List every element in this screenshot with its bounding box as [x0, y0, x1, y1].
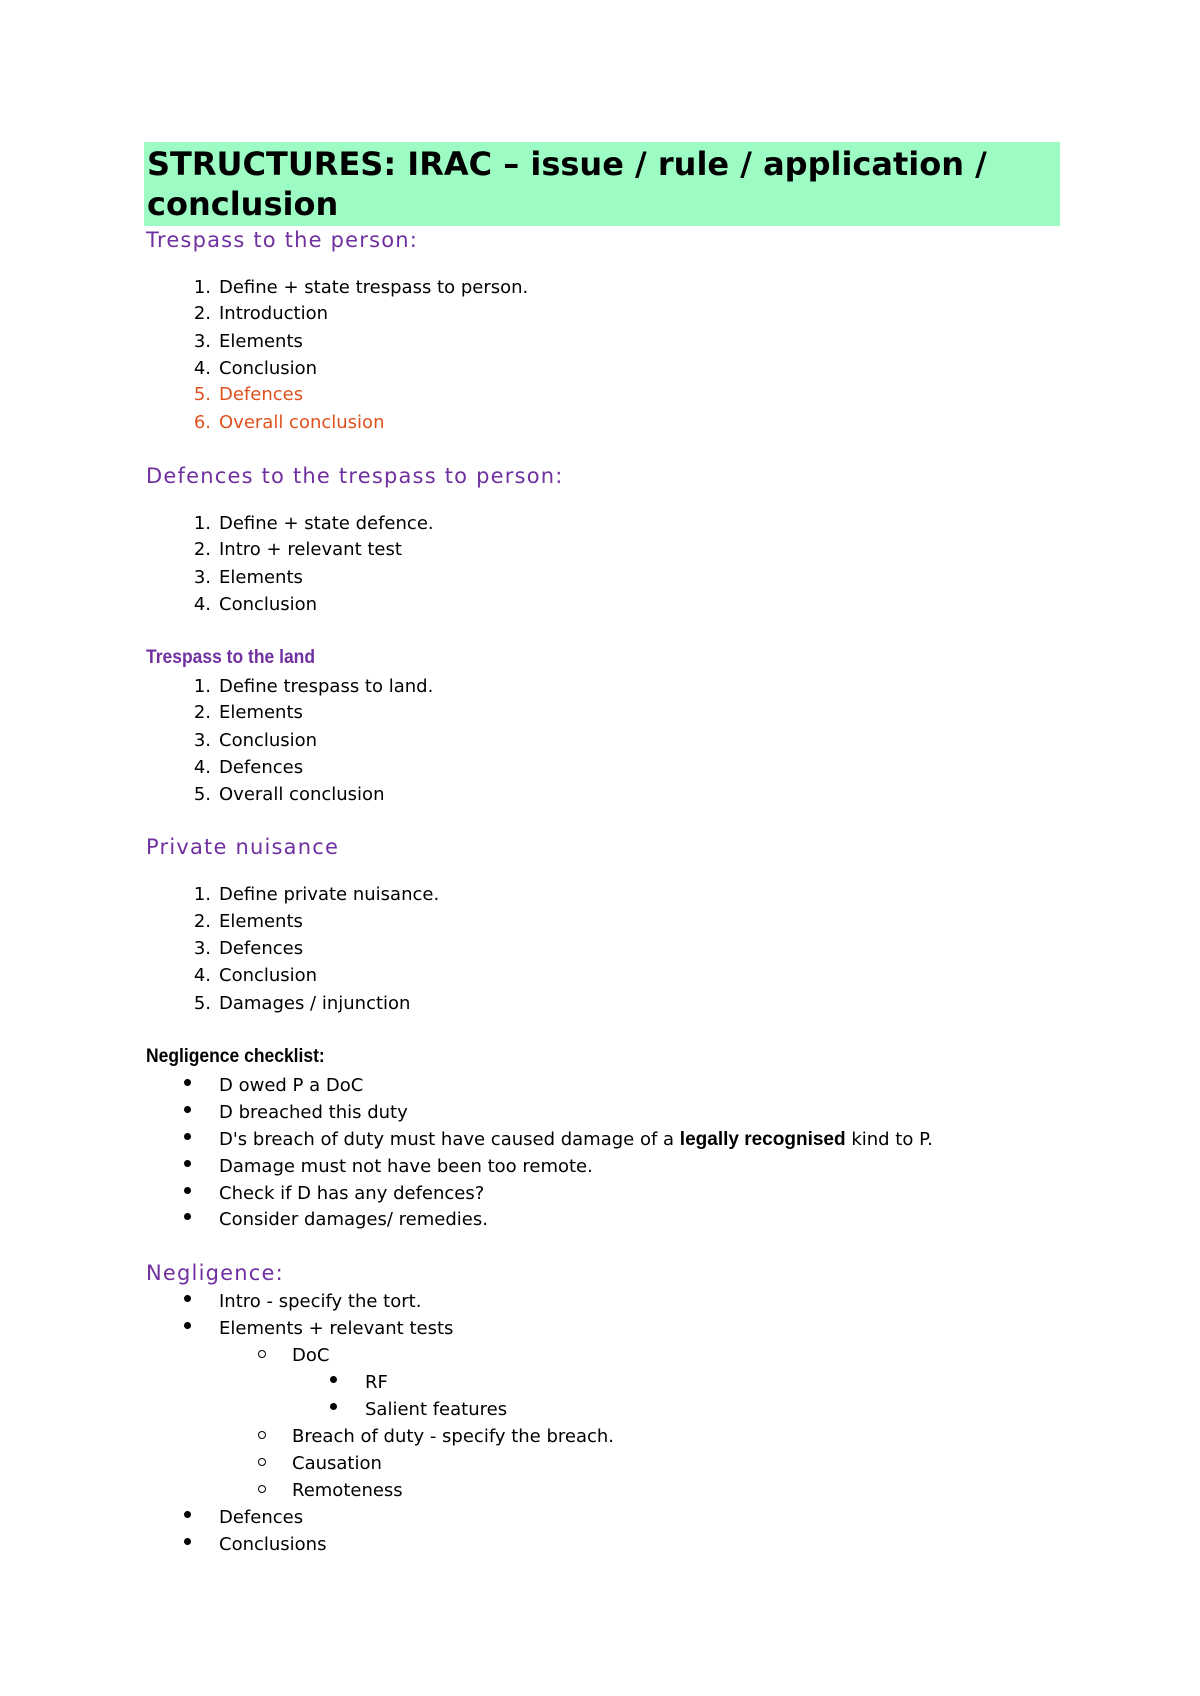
- list-item-level2: DoC: [292, 1342, 329, 1369]
- list-item: 4. Defences: [193, 757, 304, 778]
- bullet-icon: [184, 1511, 191, 1518]
- list-item: Consider damages/ remedies.: [219, 1206, 488, 1233]
- bullet-icon: [330, 1403, 337, 1410]
- list-item: 5. Overall conclusion: [193, 784, 385, 805]
- heading-defences-to-trespass: Defences to the trespass to person:: [146, 464, 564, 488]
- list-item: 4. Conclusion: [193, 358, 318, 379]
- page-title: STRUCTURES: IRAC – issue / rule / application / conclusion: [144, 142, 1060, 226]
- list-item: 4. Conclusion: [193, 965, 318, 986]
- list-item: D owed P a DoC: [219, 1072, 363, 1099]
- list-item: 3. Elements: [193, 567, 303, 588]
- list-item-level2: Causation: [292, 1450, 382, 1477]
- list-item: 2. Elements: [193, 911, 303, 932]
- list-item: 2. Elements: [193, 702, 303, 723]
- list-item: 5. Damages / injunction: [193, 993, 411, 1014]
- bullet-icon: [184, 1079, 191, 1086]
- list-item: 1. Define private nuisance.: [193, 884, 440, 905]
- circle-bullet-icon: [258, 1458, 266, 1466]
- list-item: 3. Elements: [193, 331, 303, 352]
- list-item-highlighted: 5. Defences: [193, 384, 304, 405]
- bullet-icon: [184, 1538, 191, 1545]
- list-item: 3. Conclusion: [193, 730, 318, 751]
- circle-bullet-icon: [258, 1350, 266, 1358]
- bullet-icon: [184, 1322, 191, 1329]
- bullet-icon: [184, 1213, 191, 1220]
- list-item: 1. Define + state trespass to person.: [193, 277, 529, 298]
- list-item: 2. Introduction: [193, 303, 329, 324]
- list-item-level3: RF: [365, 1369, 388, 1396]
- list-item-level2: Remoteness: [292, 1477, 403, 1504]
- list-item: Conclusions: [219, 1531, 326, 1558]
- bullet-icon: [330, 1376, 337, 1383]
- bullet-icon: [184, 1187, 191, 1194]
- list-item: 1. Define + state defence.: [193, 513, 434, 534]
- bullet-icon: [184, 1106, 191, 1113]
- list-item: 1. Define trespass to land.: [193, 676, 434, 697]
- list-item: Intro - specify the tort.: [219, 1288, 421, 1315]
- bullet-icon: [184, 1295, 191, 1302]
- bullet-icon: [184, 1160, 191, 1167]
- list-item: D breached this duty: [219, 1099, 408, 1126]
- list-item: 2. Intro + relevant test: [193, 539, 402, 560]
- heading-negligence: Negligence:: [146, 1261, 284, 1285]
- list-item-highlighted: 6. Overall conclusion: [193, 412, 385, 433]
- list-item: 3. Defences: [193, 938, 304, 959]
- list-item: D's breach of duty must have caused damage of a legally recognised kind to P.: [219, 1126, 933, 1153]
- list-item: Defences: [219, 1504, 303, 1531]
- circle-bullet-icon: [258, 1431, 266, 1439]
- heading-trespass-to-person: Trespass to the person:: [146, 228, 419, 252]
- list-item: Damage must not have been too remote.: [219, 1153, 593, 1180]
- heading-trespass-to-land: Trespass to the land: [146, 647, 316, 668]
- bullet-icon: [184, 1133, 191, 1140]
- circle-bullet-icon: [258, 1485, 266, 1493]
- heading-private-nuisance: Private nuisance: [146, 835, 340, 859]
- list-item-level2: Breach of duty - specify the breach.: [292, 1423, 614, 1450]
- list-item: Check if D has any defences?: [219, 1180, 484, 1207]
- list-item-level3: Salient features: [365, 1396, 507, 1423]
- heading-negligence-checklist: Negligence checklist:: [146, 1046, 325, 1067]
- list-item: 4. Conclusion: [193, 594, 318, 615]
- list-item: Elements + relevant tests: [219, 1315, 453, 1342]
- emphasis-text: legally recognised: [679, 1129, 846, 1150]
